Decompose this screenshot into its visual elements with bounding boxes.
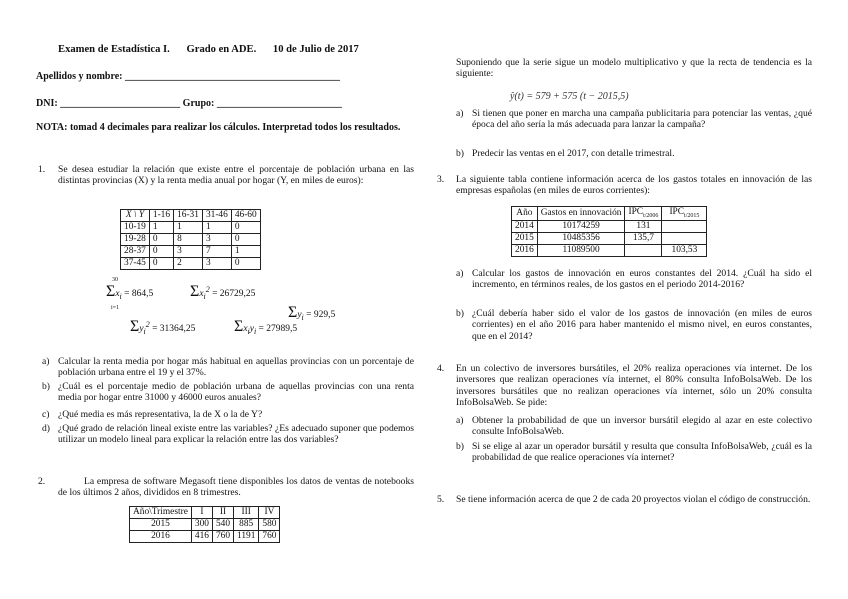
q1-cell: 0 — [231, 234, 260, 246]
q3-number: 3. — [437, 174, 445, 185]
q3-cell: 10174259 — [537, 220, 625, 232]
q2-th: IV — [259, 507, 280, 519]
ipc-sub: t/2006 — [643, 212, 659, 219]
q1-th: 46-60 — [231, 210, 260, 222]
q1-cell: 1 — [202, 222, 231, 234]
q3-th: Año — [512, 207, 538, 221]
q2-cell: 760 — [259, 531, 280, 543]
q1-item — [42, 381, 414, 404]
q1-cell: 0 — [149, 246, 173, 258]
q1-cell: 1 — [231, 246, 260, 258]
q1-text: Se desea estudiar la relación que existe entre el porcentaje de población urbana en las distintas provincias (X) y la renta media anual por hogar (Y, en miles de euros): — [58, 164, 414, 187]
q2-cell: 2015 — [130, 519, 192, 531]
q1-th: 1-16 — [149, 210, 173, 222]
item-label: b) — [456, 441, 464, 452]
q3-table — [511, 206, 707, 257]
sum-x2-value: = 26729,25 — [212, 289, 256, 299]
q3-cell — [662, 233, 707, 245]
item-text: Calcular la renta media por hogar más habitual en aquellas provincias con un porcentaje de población urbana entre el 19 y el 37%. — [58, 356, 414, 379]
q2-cell: 300 — [191, 519, 212, 531]
dni-field: DNI: ________________________ Grupo: _________________________ — [36, 98, 342, 109]
q1-cell: 1 — [174, 222, 203, 234]
sigma-icon: Σ — [190, 283, 200, 300]
apellidos-field: Apellidos y nombre: ___________________________________________ — [36, 71, 340, 82]
q4-item — [456, 441, 812, 464]
item-label: a) — [456, 108, 464, 119]
item-label: c) — [42, 409, 50, 420]
q1-cell: 1 — [149, 222, 173, 234]
q3-cell: 103,53 — [662, 245, 707, 257]
q1-th: 31-46 — [202, 210, 231, 222]
q2-item — [456, 108, 812, 131]
q1-cell: 10-19 — [121, 222, 150, 234]
q1-cell: 0 — [231, 258, 260, 270]
q3-cell: 2016 — [512, 245, 538, 257]
q2-text: La empresa de software Megasoft tiene disponibles los datos de ventas de notebooks de los últimos 2 años, divididos en 8 trimestres. — [58, 476, 414, 499]
q2-th: II — [212, 507, 233, 519]
q2-cont-text: Suponiendo que la serie sigue un modelo multiplicativo y que la recta de tendencia es la siguiente: — [456, 57, 812, 80]
q2-cell: 885 — [234, 519, 259, 531]
q2-table — [129, 506, 280, 543]
q1-table — [120, 209, 261, 270]
title-part: Grado en ADE. — [186, 44, 257, 55]
q2-item — [456, 148, 812, 159]
q5-number: 5. — [437, 494, 445, 505]
q3-cell: 135,7 — [625, 233, 662, 245]
q1-cell: 3 — [202, 258, 231, 270]
q1-cell: 7 — [202, 246, 231, 258]
q1-th: X \ Y — [121, 210, 150, 222]
q3-th — [625, 207, 662, 221]
q1-cell: 8 — [174, 234, 203, 246]
sum-upper: 30 — [112, 277, 118, 283]
q2-th: I — [191, 507, 212, 519]
q1-item — [42, 409, 414, 420]
q1-cell: 28-37 — [121, 246, 150, 258]
q5-text: Se tiene información acerca de que 2 de cada 20 proyectos violan el código de construcción. — [456, 494, 811, 505]
q4-item — [456, 415, 812, 438]
q4-number: 4. — [437, 363, 445, 374]
q3-cell — [625, 245, 662, 257]
sum-y2-value: = 31364,25 — [152, 324, 196, 334]
q3-item — [456, 268, 812, 291]
sum-x-value: = 864,5 — [124, 289, 154, 299]
q3-cell: 2015 — [512, 233, 538, 245]
item-text: Si se elige al azar un operador bursátil y resulta que consulta InfoBolsaWeb, ¿cuál es la probabilidad de que realice operaciones vía internet? — [472, 441, 812, 464]
q1-cell: 0 — [149, 234, 173, 246]
q1-cell: 3 — [174, 246, 203, 258]
item-text: Calcular los gastos de innovación en euros constantes del 2014. ¿Cuál ha sido el incremento, en términos reales, de los gastos en el periodo 2014-2016? — [472, 268, 812, 291]
item-text: Si tienen que poner en marcha una campaña publicitaria para potenciar las ventas, ¿qué época del año sería la más adecuada para lanzar la campaña? — [472, 108, 812, 131]
sigma-icon: Σ — [130, 318, 140, 335]
item-label: a) — [456, 415, 464, 426]
q3-text: La siguiente tabla contiene información acerca de los gastos totales en innovación de las empresas españolas (en miles de euros corrientes): — [456, 174, 812, 197]
sum-y: $\Sigma y_i = 929,5$ — [288, 304, 336, 322]
item-label: b) — [456, 308, 464, 319]
q1-cell: 3 — [202, 234, 231, 246]
q1-cell: 0 — [231, 222, 260, 234]
q1-cell: 19-28 — [121, 234, 150, 246]
q1-cell: 37-45 — [121, 258, 150, 270]
ipc-label: IPC — [628, 207, 644, 217]
q1-cell: 0 — [149, 258, 173, 270]
q1-th: 16-31 — [174, 210, 203, 222]
q3-cell — [662, 220, 707, 232]
q1-number: 1. — [38, 164, 46, 175]
q2-cell: 580 — [259, 519, 280, 531]
q3-cell: 131 — [625, 220, 662, 232]
q3-th: Gastos en innovación — [537, 207, 625, 221]
q3-th — [662, 207, 707, 221]
q2-th: Año\Trimestre — [130, 507, 192, 519]
item-label: a) — [42, 356, 50, 367]
q1-cell: 2 — [174, 258, 203, 270]
sum-x2: $\Sigma x_i^2 = 26729,25$ — [190, 283, 256, 301]
sum-x: $\Sigma x_i = 864,5$ — [106, 283, 154, 301]
item-label: d) — [42, 423, 50, 434]
title-part: 10 de Julio de 2017 — [272, 44, 359, 55]
sum-xy-value: = 27989,5 — [258, 324, 298, 334]
q1-item — [42, 423, 414, 446]
exam-title — [58, 44, 373, 57]
item-label: b) — [456, 148, 464, 159]
item-text: Predecir las ventas en el 2017, con detalle trimestral. — [472, 148, 675, 159]
title-part: Examen de Estadística I. — [58, 44, 170, 55]
trend-formula: ŷ(t) = 579 + 575 (t − 2015,5) — [510, 91, 629, 102]
item-text: ¿Cuál es el porcentaje medio de población urbana de aquellas provincias con una renta media por hogar entre 31000 y 46000 euros anuales? — [58, 381, 414, 404]
q3-item — [456, 308, 812, 342]
q2-cell: 760 — [212, 531, 233, 543]
q3-cell: 11089500 — [537, 245, 625, 257]
sum-y2: $\Sigma y_i^2 = 31364,25$ — [130, 318, 196, 336]
q2-cell: 540 — [212, 519, 233, 531]
sigma-icon: Σ — [106, 283, 116, 300]
q2-number: 2. — [38, 476, 46, 487]
q2-cell: 1191 — [234, 531, 259, 543]
item-text: Obtener la probabilidad de que un inversor bursátil elegido al azar en este colectivo consulte InfoBolsaWeb. — [472, 415, 812, 438]
item-text: ¿Qué grado de relación lineal existe entre las variables? ¿Es adecuado suponer que podemos utilizar un modelo lineal para explicar la relación entre las dos variables? — [58, 423, 414, 446]
q3-cell: 2014 — [512, 220, 538, 232]
q4-text: En un colectivo de inversores bursátiles, el 20% realiza operaciones vía internet. De los inversores que realizan operaciones vía internet, el 80% consulta InfoBolsaWeb. De los inversores bursátiles que no realizan operaciones vía internet, sólo un 20% consulta InfoBolsaWeb. Se pide: — [456, 363, 812, 408]
q2-th: III — [234, 507, 259, 519]
sigma-icon: Σ — [288, 304, 298, 321]
q1-item — [42, 356, 414, 379]
item-text: ¿Cuál debería haber sido el valor de los gastos de innovación (en miles de euros corrientes) en el año 2016 para haber mantenido el mismo nivel, en euros constantes, que en el 2014? — [472, 308, 812, 342]
nota: NOTA: tomad 4 decimales para realizar los cálculos. Interpretad todos los resultados. — [36, 122, 401, 133]
q2-cell: 2016 — [130, 531, 192, 543]
item-text: ¿Qué media es más representativa, la de X o la de Y? — [58, 409, 263, 420]
sigma-icon: Σ — [234, 318, 244, 335]
item-label: a) — [456, 268, 464, 279]
ipc-label: IPC — [669, 207, 685, 217]
item-label: b) — [42, 381, 50, 392]
sum-y-value: = 929,5 — [306, 310, 336, 320]
sum-lower: i=1 — [111, 305, 120, 311]
ipc-sub: t/2015 — [684, 212, 700, 219]
sum-xy: $\Sigma x_iy_i = 27989,5$ — [234, 318, 298, 336]
q2-cell: 416 — [191, 531, 212, 543]
q3-cell: 10485356 — [537, 233, 625, 245]
